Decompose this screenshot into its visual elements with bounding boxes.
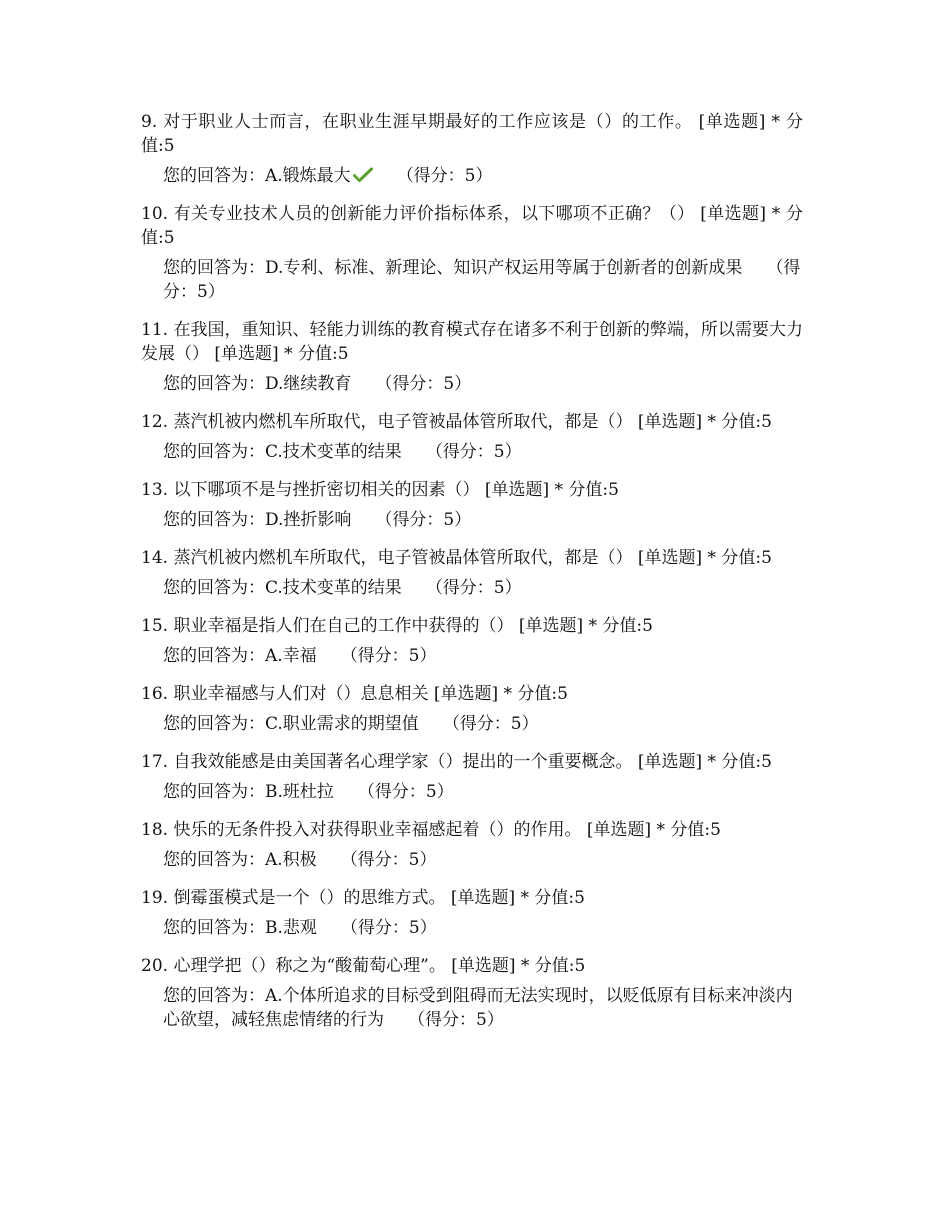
answer-text: 您的回答为：C.技术变革的结果 [163, 442, 402, 462]
question-item [141, 886, 803, 940]
question-item [141, 410, 803, 464]
answer-text: 您的回答为：D.挫折影响 [163, 510, 352, 530]
score-text: （得分：5） [425, 578, 522, 598]
answer-text: 您的回答为：D.继续教育 [163, 374, 352, 394]
question-item [141, 110, 803, 188]
question-text: 19. 倒霉蛋模式是一个（）的思维方式。 [单选题] * 分值:5 [141, 888, 585, 908]
answer-line [163, 984, 803, 1032]
score-text: （得分：5） [408, 1010, 504, 1030]
question-text: 13. 以下哪项不是与挫折密切相关的因素（） [单选题] * 分值:5 [141, 480, 619, 500]
answer-line [163, 372, 803, 396]
answer-line [163, 848, 803, 872]
answer-text: 您的回答为：A.幸福 [163, 646, 317, 666]
score-text: （得分：5） [425, 442, 522, 462]
question-item [141, 318, 803, 396]
answer-text: 您的回答为：C.职业需求的期望值 [163, 714, 419, 734]
score-text: （得分：5） [357, 782, 454, 802]
answer-text: 您的回答为：B.悲观 [163, 918, 317, 938]
answer-text: 您的回答为：D.专利、标准、新理论、知识产权运用等属于创新者的创新成果 [163, 258, 743, 278]
answer-line [163, 164, 803, 188]
question-text: 16. 职业幸福感与人们对（）息息相关 [单选题] * 分值:5 [141, 684, 568, 704]
question-text: 20. 心理学把（）称之为“酸葡萄心理”。 [单选题] * 分值:5 [141, 956, 586, 976]
question-item [141, 682, 803, 736]
answer-line [163, 576, 803, 600]
score-text: （得分：5） [340, 918, 437, 938]
question-item [141, 478, 803, 532]
question-text: 15. 职业幸福是指人们在自己的工作中获得的（） [单选题] * 分值:5 [141, 616, 653, 636]
question-text: 10. 有关专业技术人员的创新能力评价指标体系，以下哪项不正确？（） [单选题] * 分值:5 [141, 204, 803, 248]
question-item [141, 546, 803, 600]
answer-line [163, 256, 803, 304]
answer-text: 您的回答为：C.技术变革的结果 [163, 578, 402, 598]
answer-line [163, 780, 803, 804]
question-item [141, 614, 803, 668]
answer-line [163, 508, 803, 532]
answer-text: 您的回答为：B.班杜拉 [163, 782, 334, 802]
score-text: （得分：5） [375, 510, 472, 530]
check-mark-icon [353, 167, 373, 183]
question-item [141, 954, 803, 1032]
answer-line [163, 916, 803, 940]
question-item [141, 202, 803, 304]
score-text: （得分：5） [396, 166, 493, 186]
question-text: 18. 快乐的无条件投入对获得职业幸福感起着（）的作用。 [单选题] * 分值:5 [141, 820, 721, 840]
answer-text: 您的回答为：A.积极 [163, 850, 317, 870]
question-text: 17. 自我效能感是由美国著名心理学家（）提出的一个重要概念。 [单选题] * 分值:5 [141, 752, 772, 772]
score-text: （得分：5） [340, 646, 437, 666]
answer-text: 您的回答为：A.锻炼最大 [163, 166, 351, 186]
question-text: 11. 在我国，重知识、轻能力训练的教育模式存在诸多不利于创新的弊端，所以需要大力发展（） [单选题] * 分值:5 [141, 320, 803, 364]
question-item [141, 750, 803, 804]
question-text: 9. 对于职业人士而言，在职业生涯早期最好的工作应该是（）的工作。 [单选题] * 分值:5 [141, 112, 803, 156]
score-text: （得分：5） [375, 374, 472, 394]
answer-text: 您的回答为：A.个体所追求的目标受到阻碍而无法实现时，以贬低原有目标来冲淡内心欲望，减轻焦虑情绪的行为 [163, 986, 793, 1030]
question-item [141, 818, 803, 872]
question-text: 14. 蒸汽机被内燃机车所取代，电子管被晶体管所取代，都是（） [单选题] * 分值:5 [141, 548, 772, 568]
score-text: （得分：5） [442, 714, 539, 734]
answer-line [163, 712, 803, 736]
score-text: （得分：5） [163, 258, 801, 302]
score-text: （得分：5） [340, 850, 437, 870]
answer-line [163, 440, 803, 464]
question-list [141, 110, 803, 1046]
answer-line [163, 644, 803, 668]
question-text: 12. 蒸汽机被内燃机车所取代，电子管被晶体管所取代，都是（） [单选题] * 分值:5 [141, 412, 772, 432]
